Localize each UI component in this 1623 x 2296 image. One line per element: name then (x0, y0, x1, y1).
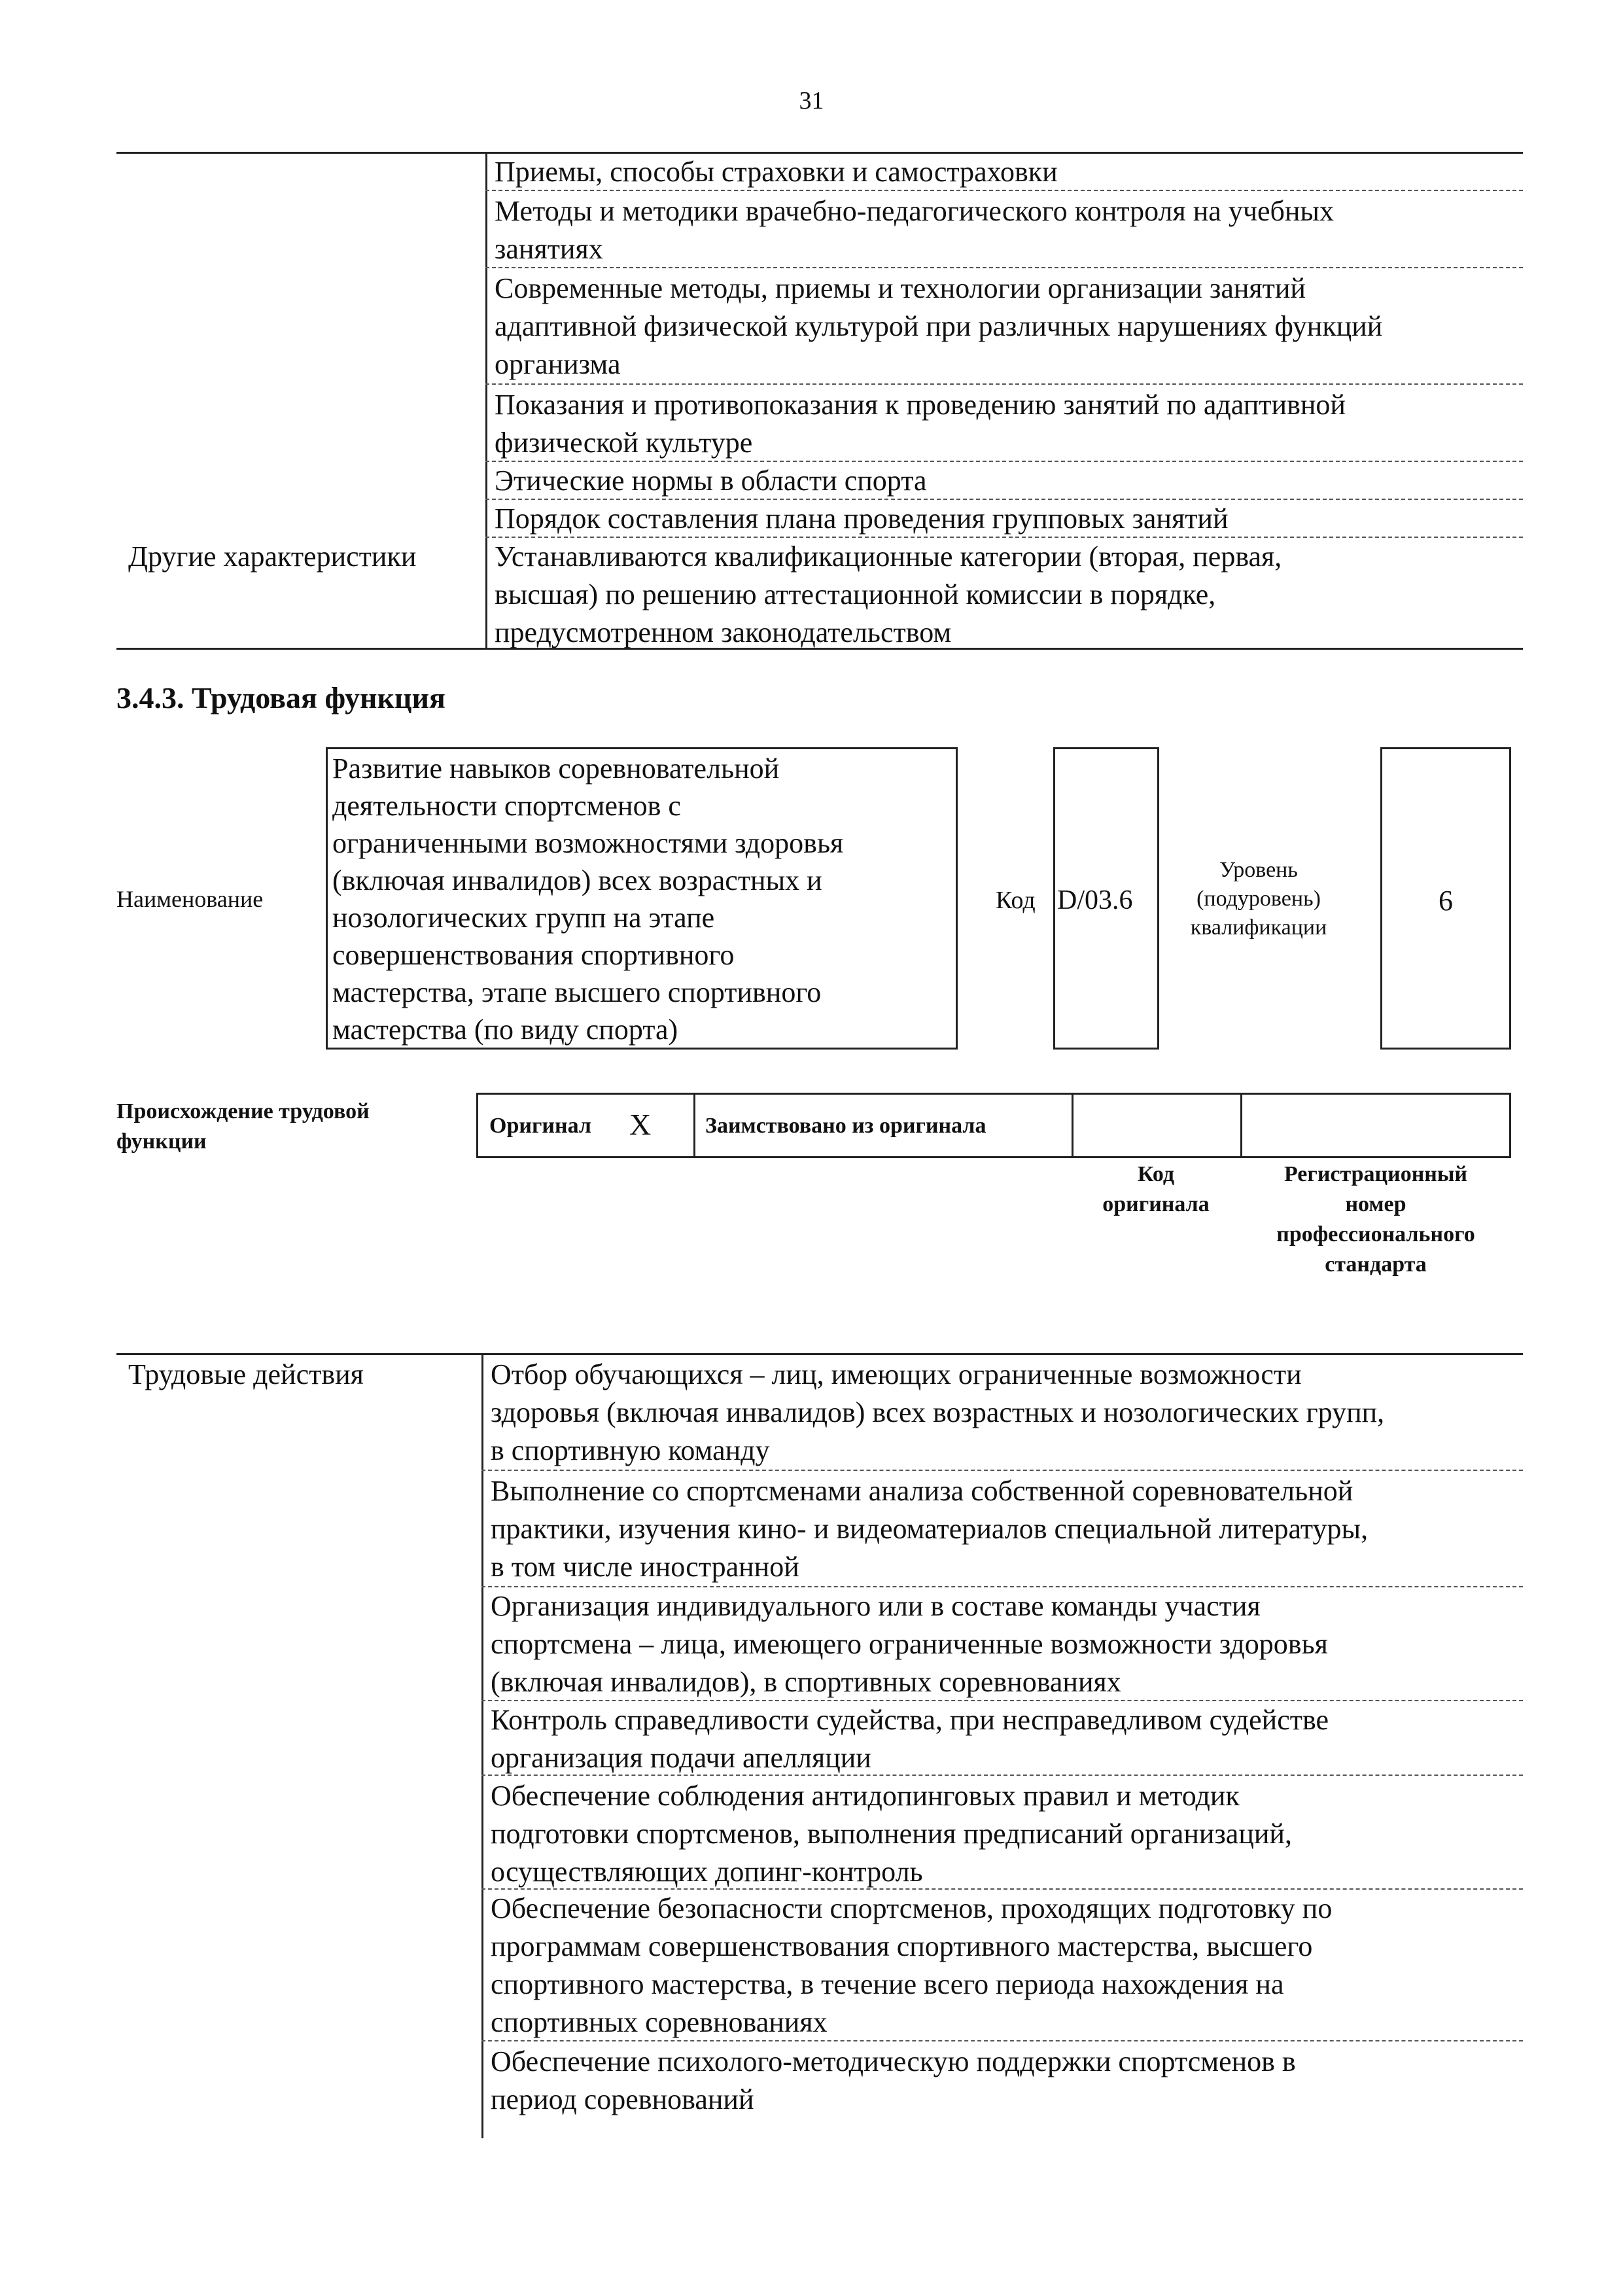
function-name (332, 750, 843, 1048)
original-label: Оригинал (489, 1114, 591, 1138)
table-row (495, 500, 1229, 538)
row-divider (481, 1470, 1523, 1471)
origin-divider (1240, 1093, 1242, 1158)
code-original-caption (1072, 1159, 1240, 1220)
caption-line: Код (1137, 1162, 1175, 1186)
caption-line: номер (1345, 1192, 1406, 1216)
table-row (495, 270, 1382, 383)
row-line: спортивных соревнованиях (491, 2006, 828, 2038)
row-line: осуществляющих допинг-контроль (491, 1856, 923, 1888)
name-line: мастерства (по виду спорта) (332, 1014, 678, 1046)
origin-label-line: функции (116, 1129, 207, 1154)
row-line: Приемы, способы страховки и самостраховки (495, 156, 1058, 188)
caption-line: профессионального (1276, 1222, 1475, 1246)
name-line: ограниченными возможностями здоровья (332, 827, 844, 859)
caption-line: стандарта (1325, 1252, 1427, 1277)
borrowed-label: Заимствовано из оригинала (705, 1114, 986, 1138)
row-line: Обеспечение безопасности спортсменов, проходящих подготовку по (491, 1892, 1333, 1924)
code-label: Код (996, 887, 1036, 914)
level-label-line: (подуровень) (1196, 887, 1321, 911)
row-line: Этические нормы в области спорта (495, 465, 927, 497)
row-line: занятиях (495, 233, 603, 265)
name-line: совершенствования спортивного (332, 939, 735, 971)
other-characteristics-value (495, 538, 1282, 652)
table-row (491, 1890, 1332, 2041)
table-row (495, 192, 1334, 268)
name-line: деятельности спортсменов с (332, 790, 681, 822)
table-row (495, 462, 927, 500)
row-line: (включая инвалидов), в спортивных соревнованиях (491, 1666, 1121, 1698)
row-line: спортсмена – лица, имеющего ограниченные возможности здоровья (491, 1628, 1328, 1660)
row-line: Методы и методики врачебно-педагогического контроля на учебных (495, 195, 1334, 227)
code-value: D/03.6 (1057, 885, 1133, 915)
labor-actions-label: Трудовые действия (128, 1358, 364, 1390)
level-label-line: квалификации (1190, 915, 1327, 940)
name-label: Наименование (116, 886, 264, 912)
row-line: программам совершенствования спортивного мастерства, высшего (491, 1930, 1313, 1962)
level-label-line: Уровень (1219, 858, 1298, 882)
origin-divider (693, 1093, 695, 1158)
name-line: нозологических групп на этапе (332, 902, 715, 934)
row-line: Порядок составления плана проведения групповых занятий (495, 503, 1229, 535)
level-value: 6 (1439, 885, 1453, 917)
origin-label (116, 1097, 370, 1157)
caption-line: оригинала (1102, 1192, 1210, 1216)
row-line: Обеспечение соблюдения антидопинговых правил и методик (491, 1780, 1240, 1812)
name-line: Развитие навыков соревновательной (332, 752, 780, 785)
table-row (491, 2043, 1296, 2119)
row-divider (485, 383, 1523, 385)
row-line: организма (495, 348, 621, 380)
table-row (491, 1777, 1292, 1891)
other-characteristics-label: Другие характеристики (128, 540, 417, 573)
row-line: Показания и противопоказания к проведению занятий по адаптивной (495, 389, 1346, 421)
row-line: Контроль справедливости судейства, при несправедливом судействе (491, 1704, 1329, 1736)
row-line: подготовки спортсменов, выполнения предписаний организаций, (491, 1818, 1292, 1850)
original-mark: X (629, 1108, 652, 1141)
row-line: в том числе иностранной (491, 1551, 799, 1583)
row-line: предусмотренном законодательством (495, 616, 952, 648)
table-row (491, 1472, 1368, 1586)
row-line: Обеспечение психолого-методическую поддержки спортсменов в (491, 2045, 1296, 2077)
row-line: Современные методы, приемы и технологии организации занятий (495, 272, 1306, 304)
origin-label-line: Происхождение трудовой (116, 1099, 370, 1123)
level-label (1168, 856, 1349, 942)
row-line: Выполнение со спортсменами анализа собственной соревновательной (491, 1475, 1353, 1507)
row-line: спортивного мастерства, в течение всего периода нахождения на (491, 1968, 1284, 2000)
table-row (491, 1587, 1328, 1701)
row-line: Отбор обучающихся – лиц, имеющих ограниченные возможности (491, 1358, 1302, 1390)
row-line: период соревнований (491, 2083, 754, 2115)
table-top-border (116, 1353, 1523, 1355)
table-column-divider (485, 152, 487, 648)
origin-divider (1072, 1093, 1073, 1158)
name-line: (включая инвалидов) всех возрастных и (332, 864, 822, 896)
table-column-divider (481, 1353, 483, 2138)
section-title: 3.4.3. Трудовая функция (116, 681, 445, 715)
row-line: адаптивной физической культурой при различных нарушениях функций (495, 310, 1383, 342)
name-line: мастерства, этапе высшего спортивного (332, 976, 822, 1008)
caption-line: Регистрационный (1283, 1162, 1468, 1186)
table-row (495, 153, 1058, 191)
registration-number-caption (1240, 1159, 1511, 1280)
row-line: практики, изучения кино- и видеоматериалов специальной литературы, (491, 1513, 1369, 1545)
row-line: высшая) по решению аттестационной комиссии в порядке, (495, 578, 1216, 610)
row-line: физической культуре (495, 427, 753, 459)
table-row (491, 1356, 1384, 1470)
row-line: Организация индивидуального или в составе команды участия (491, 1590, 1261, 1622)
table-row (495, 386, 1346, 462)
table-row (491, 1701, 1329, 1777)
page-number: 31 (799, 87, 824, 115)
row-line: Устанавливаются квалификационные категории (вторая, первая, (495, 540, 1282, 573)
row-line: организация подачи апелляции (491, 1742, 871, 1774)
row-line: в спортивную команду (491, 1434, 770, 1466)
row-line: здоровья (включая инвалидов) всех возрастных и нозологических групп, (491, 1396, 1385, 1428)
